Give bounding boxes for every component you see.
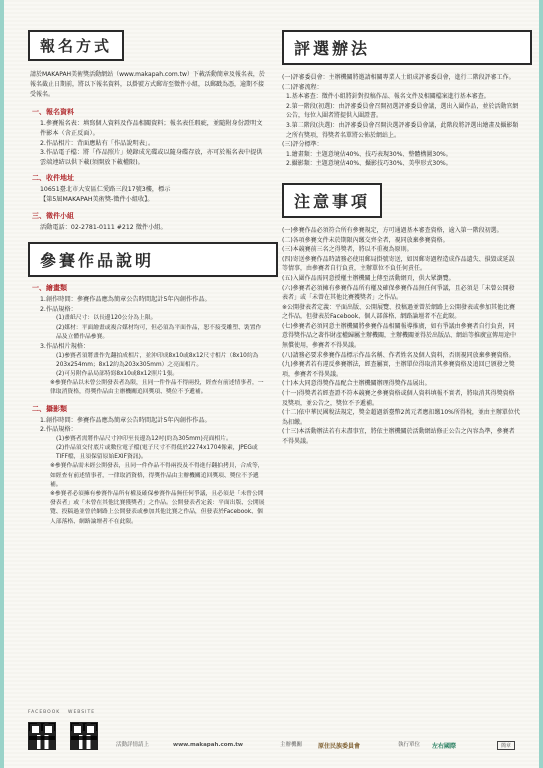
photography-category-title: 二、攝影類	[32, 404, 67, 413]
judging-item: 3.第二階段(決選)：由評審委員會召開決選評審委員會議，此階段將評選出繪畫及攝影類之所有獎項，得獎者名單將公佈於網站上。	[286, 121, 519, 139]
notice-heading: 注意事項	[282, 183, 382, 218]
notice-item: (十二)依中華民國稅法規定，獎金超過新臺幣2萬元者應扣繳10%所得稅，並由主辦單位代為扣繳。	[282, 409, 520, 426]
painting-spec: (1)畫紙尺寸：以長邊120公分為上限。	[56, 315, 157, 322]
photography-note: ※參賽作品需未經公開發表，且同一件作品不得兩投及不得進行翻拍拷貝，合成等，如經查有前述情事者，一律取消資格，得獎作品由主辦機關追回獎項、獎位不予遞補。	[50, 463, 264, 488]
photography-item: 1.創作時間：參賽作品應為簡章公告時間起計5年內創作作品。	[40, 416, 211, 424]
painting-item: 2.作品規格：	[40, 305, 77, 313]
page-badge: 簡章	[497, 741, 515, 750]
registration-item: 1.參賽報名表：填寫個人資料及作品相關資料；報名表任瑕疵，並隨附身份證明文件影本（含正反面）。	[40, 120, 263, 137]
notice-item: (九)參賽者若有違反參賽辦法，經查屬實，主辦單位得取消其參賽資格及追回已頒發之獎項，參賽者不得異議。	[282, 361, 515, 378]
organizer-label: 主辦機關	[280, 742, 303, 748]
registration-intro: 請於MAKAPAH美術獎活動網站（www.makapah.com.tw）下載活動簡章及報名表，於報名截止日期前，將以下報名資料，以掛號方式郵寄至徵件小組，以郵戳為憑，逾期不接受報名。	[30, 71, 265, 98]
website-url-link[interactable]: www.makapah.com.tw	[173, 742, 244, 748]
judging-item: (二)評審流程：	[282, 83, 323, 91]
footer	[28, 710, 515, 754]
section-contact-title: 三、徵件小組	[32, 211, 74, 220]
photography-spec: (2)作品須交付底片或數位電子檔(電子尺寸不得低於2274x1704像素，JPEG或TIFF檔，且須保留原始EXIF資訊)。	[56, 444, 258, 461]
painting-photo-title: 3.作品相片規格：	[40, 342, 90, 350]
photography-note: ※參賽者必須擁有參賽作品所有權及確保參賽作品無任何爭議，且必須是「未曾公開發表者」或「未曾在其他比賽獲獎者」之作品。公開發表者定義：平面出版、公開展覽、投稿過並曾於網路上公開發表或參加其他比賽之作品，但發表於Facebook、個人部落格、網路論壇者不在此限。	[50, 490, 265, 525]
notice-item: (十)本大同意得獎作品配合主辦機關辦理得獎作品展出。	[282, 380, 431, 388]
notice-item: ※公開發表者定義：平面出版、公開展覽、投稿過並曾於網路上公開發表或參加其他比賽之作品，但發表於Facebook、個人部落格、網路論壇者不在此限。	[282, 303, 516, 321]
judging-item: 1.繪畫類：主題意境佔40%、技巧表現30%、整體構圖30%。	[286, 150, 452, 158]
website-qr-code-icon[interactable]	[70, 722, 98, 750]
contact-line: 活動電話：02-2781-0111 #212 徵件小組。	[40, 223, 167, 231]
website-label: WEBSITE	[68, 710, 96, 715]
registration-heading: 報名方式	[28, 30, 124, 61]
notice-item: (五)入圍作品需同意授權主辦機關上傳至活動網頁，供大眾瀏覽。	[282, 274, 455, 282]
facebook-label: FACEBOOK	[28, 710, 61, 715]
info-label: 活動詳情請上	[116, 742, 150, 748]
notice-item: (七)參賽者必須同意主辦機關將參賽作品相關報導推廣，如有爭議由參賽者自行負責，同意得獎作品之著作財產權歸屬主辦機關，主辦機關並得於出版品、網站等推廣宣傳用途中無償使用，參賽者不得異議。	[282, 322, 517, 350]
address-line: 10651臺北市大安區仁愛路三段17號3樓，標示	[40, 186, 171, 194]
executor-label: 執行單位	[398, 742, 421, 748]
facebook-qr-code-icon[interactable]	[28, 722, 56, 750]
notice-item: (一)參賽作品必須符合所有參賽規定，方可通過基本審查資格，逾入第一階段初選。	[282, 226, 503, 234]
photography-spec: (1)參賽者需將作品尺寸沖印至長邊為12吋(約為305mm)亮面相片。	[56, 435, 232, 442]
painting-note: ※參賽作品以未曾公開發表者為限，且同一件作品不得兩投，經查有前述情事者，一律取消資格，得獎作品由主辦機關追回獎項、獎位不予遞補。	[50, 380, 264, 396]
painting-spec: (2)媒材：平面繪畫或複合媒材均可，但必須為平面作品，恕不接受雕塑、裝置作品及立體作品參賽。	[56, 324, 262, 340]
left-column	[28, 30, 266, 527]
notice-item: (四)寄送參賽作品時請務必使用郵局掛號寄送，如因郵寄過程造成作品遺失、損毀或延誤等情事，由參賽者自行負責，主辦單位不負任何責任。	[282, 255, 515, 273]
notice-item: (十三)本活動辦法若有未盡事宜，將依主辦機關於活動網站修正公告之內容為準，參賽者不得異議。	[282, 428, 515, 445]
organizer-logo: 原住民族委員會	[318, 743, 361, 750]
judging-item: (一)評審委員會：主辦機關將邀請相關專業人士組成評審委員會，進行二階段評審工作。	[282, 74, 515, 81]
entry-description-heading: 參賽作品說明	[28, 242, 278, 277]
judging-item: (三)評分標準：	[282, 141, 323, 149]
notice-item: (八)請務必要求參賽作品標示作品名稱、作者姓名及個人資料，否則視同放棄參賽資格。	[282, 351, 515, 359]
address-line: 【第5屆MAKAPAH美術獎-徵件小組收】。	[40, 195, 154, 203]
judging-heading: 評選辦法	[282, 30, 532, 65]
notice-item: (二)各項參賽文件未於期限內繳交齊全者，視同放棄參賽資格。	[282, 236, 449, 244]
judging-item: 2.攝影類：主題意境佔40%、攝影技巧30%、美學形式30%。	[286, 160, 452, 168]
right-column	[282, 30, 520, 447]
judging-item: 2.第一階段(初選)：由評審委員會召開初選評審委員會議，選出入圍作品，並於活動官網公告，每位入圍者將提供入圍證書。	[286, 102, 519, 120]
notice-item: (三)本競賽前三名之得獎者，將以不重複為原則。	[282, 246, 413, 254]
section-address-title: 二、收件地址	[32, 174, 74, 183]
painting-photo-spec: (1)參賽者須將畫作先翻拍成相片，並沖印成8x10或8x12尺寸相片（8x10約為203x254mm；8x12約為203x305mm）之亮面相片。	[56, 352, 259, 368]
right-edge-strip	[539, 0, 543, 768]
painting-item: 1.創作時間：參賽作品應為簡章公告時間起計5年內創作作品。	[40, 296, 211, 304]
judging-item: 1.基本審查：徵件小組將針對投稿作品、報名文件及相關檔案進行基本審查。	[286, 93, 490, 101]
left-edge-strip	[0, 0, 4, 768]
registration-item: 2.作品相片：背面應貼有「作品說明表」。	[40, 139, 155, 147]
notice-item: (十一)得獎者若經查證不符本競賽之參賽資格或個人資料填報不實者，將取消其得獎資格及獎項，並公告之，獎位不予遞補。	[282, 390, 515, 407]
notice-item: (六)參賽者必須擁有參賽作品所有權及確保參賽作品無任何爭議，且必須是「未曾公開發表者」或「未曾在其他比賽獲獎者」之作品。	[282, 284, 515, 302]
registration-item: 3.作品電子檔：將「作品照片」燒錄成光碟或以隨身碟存放，亦可於報名表中提供雲端連結以供下載(須開放下載權限)。	[40, 149, 263, 166]
section-registration-data-title: 一、報名資料	[32, 108, 74, 117]
painting-category-title: 一、繪畫類	[32, 284, 67, 293]
executor-logo: 左右國際	[432, 743, 457, 750]
photography-item: 2.作品規格：	[40, 426, 77, 434]
painting-photo-spec: (2)可另附作品局部特寫8x10或8x12照片1張。	[56, 370, 179, 377]
